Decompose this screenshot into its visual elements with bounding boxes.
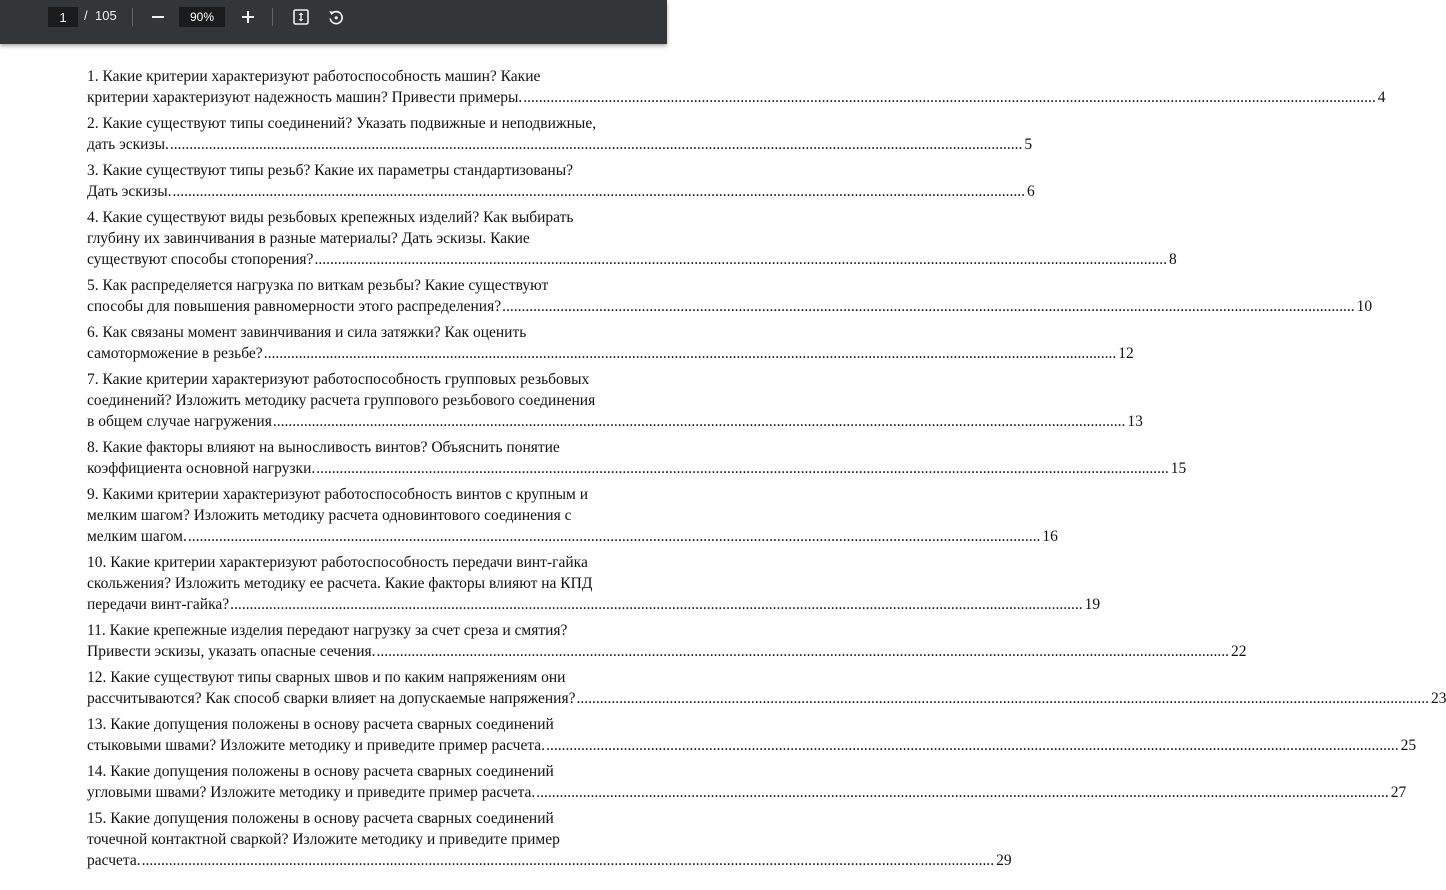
dot-leader: ............................................................................................................................................................................................................................ xyxy=(546,737,1399,754)
toc-entry-line: 10. Какие критерии характеризуют работоспособность передачи винт-гайка xyxy=(87,554,588,571)
toc-page-number: 25 xyxy=(1400,737,1417,754)
rotate-icon xyxy=(327,8,345,26)
toc-entry-text: мелким шагом. xyxy=(87,528,187,545)
toc-entry-line: 8. Какие факторы влияют на выносливость винтов? Объяснить понятие xyxy=(87,439,560,456)
toc-entry[interactable] xyxy=(87,113,1033,155)
toc-entry-text: передачи винт-гайка? xyxy=(87,596,230,613)
toc-page-number: 27 xyxy=(1390,784,1407,801)
toc-entry-line: мелким шагом? Изложить методику расчета одновинтового соединения с xyxy=(87,507,572,524)
toc-page-number: 10 xyxy=(1356,298,1373,315)
toc-entry-text: Привести эскизы, указать опасные сечения. xyxy=(87,643,376,660)
toc-entry[interactable] xyxy=(87,620,1247,662)
toc-page-number: 4 xyxy=(1377,89,1386,106)
toc-entry-text: Дать эскизы. xyxy=(87,183,172,200)
toc-entry-last-line xyxy=(87,296,1373,317)
toc-entry-line: 5. Как распределяется нагрузка по виткам резьбы? Какие существуют xyxy=(87,277,549,294)
toc-entry-line: точечной контактной сваркой? Изложите методику и приведите пример xyxy=(87,831,560,848)
toc-page-number: 29 xyxy=(996,852,1012,869)
toc-page-number: 6 xyxy=(1027,183,1035,200)
toc-entry-line: 6. Как связаны момент завинчивания и сила затяжки? Как оценить xyxy=(87,324,527,341)
toc-page-number: 15 xyxy=(1170,460,1187,477)
toc-entry-text: дать эскизы. xyxy=(87,136,169,153)
toc-entry-text: рассчитываются? Как способ сварки влияет на допускаемые напряжения? xyxy=(87,690,576,707)
zoom-in-button[interactable] xyxy=(235,4,261,30)
toc-entry-text: угловыми швами? Изложите методику и приведите пример расчета. xyxy=(87,784,536,801)
toc-entry[interactable] xyxy=(87,714,1417,756)
dot-leader: ............................................................................................................................................................................................................................ xyxy=(314,251,1167,268)
toc-entry-line: 11. Какие крепежные изделия передают нагрузку за счет среза и смятия? xyxy=(87,622,568,639)
document-page xyxy=(0,44,1446,890)
toc-entry[interactable] xyxy=(87,66,1386,108)
toc-entry-last-line xyxy=(87,411,1143,432)
toc-entry[interactable] xyxy=(87,761,1407,803)
zoom-level-input[interactable]: 90% xyxy=(179,7,225,27)
toc-entry-text: в общем случае нагружения xyxy=(87,413,272,430)
toc-page-number: 12 xyxy=(1118,345,1134,362)
toc-entry-line: 14. Какие допущения положены в основу расчета сварных соединений xyxy=(87,763,554,780)
toc-entry[interactable] xyxy=(87,207,1177,270)
toc-entry-text: самоторможение в резьбе? xyxy=(87,345,263,362)
dot-leader: ............................................................................................................................................................................................................................ xyxy=(576,690,1429,707)
toc-entry-last-line xyxy=(87,526,1058,547)
dot-leader: ............................................................................................................................................................................................................................ xyxy=(187,528,1041,545)
dot-leader: ............................................................................................................................................................................................................................ xyxy=(272,413,1126,430)
toc-entry-line: 3. Какие существуют типы резьб? Какие их параметры стандартизованы? xyxy=(87,162,574,179)
toc-entry-line: 2. Какие существуют типы соединений? Указать подвижные и неподвижные, xyxy=(87,115,597,132)
total-pages: 105 xyxy=(95,8,117,23)
zoom-out-icon xyxy=(151,10,165,24)
toc-entry[interactable] xyxy=(87,667,1446,709)
toc-entry-line: 15. Какие допущения положены в основу расчета сварных соединений xyxy=(87,810,554,827)
toc-entry-line: 1. Какие критерии характеризуют работоспособность машин? Какие xyxy=(87,68,541,85)
dot-leader: ............................................................................................................................................................................................................................ xyxy=(169,136,1023,153)
toc-entry-text: стыковыми швами? Изложите методику и приведите пример расчета. xyxy=(87,737,546,754)
toc-entry-text: критерии характеризуют надежность машин? Привести примеры. xyxy=(87,89,523,106)
zoom-in-icon xyxy=(241,10,255,24)
toc-entry-last-line xyxy=(87,343,1134,364)
dot-leader: ............................................................................................................................................................................................................................ xyxy=(536,784,1389,801)
fit-page-icon xyxy=(292,8,310,26)
toc-entry-line: 9. Какими критерии характеризуют работоспособность винтов с крупным и xyxy=(87,486,589,503)
toc-entry-last-line xyxy=(87,458,1187,479)
toolbar-divider xyxy=(132,8,133,26)
toc-entry[interactable] xyxy=(87,437,1187,479)
dot-leader: ............................................................................................................................................................................................................................ xyxy=(376,643,1230,660)
dot-leader: ............................................................................................................................................................................................................................ xyxy=(141,852,995,869)
dot-leader: ............................................................................................................................................................................................................................ xyxy=(502,298,1355,315)
toc-page-number: 22 xyxy=(1231,643,1247,660)
toc-entry-line: 13. Какие допущения положены в основу расчета сварных соединений xyxy=(87,716,554,733)
toolbar-divider xyxy=(272,8,273,26)
toc-entry-line: соединений? Изложить методику расчета группового резьбового соединения xyxy=(87,392,596,409)
toc-entry-last-line xyxy=(87,87,1386,108)
toc-entry[interactable] xyxy=(87,275,1373,317)
toc-entry[interactable] xyxy=(87,369,1143,432)
toc-entry-last-line xyxy=(87,181,1035,202)
toc-entry-line: глубину их завинчивания в разные материалы? Дать эскизы. Какие xyxy=(87,230,530,247)
toc-entry-last-line xyxy=(87,641,1247,662)
toc-entry-last-line xyxy=(87,688,1446,709)
zoom-out-button[interactable] xyxy=(145,4,171,30)
toc-page-number: 8 xyxy=(1168,251,1177,268)
toc-entry-line: скольжения? Изложить методику ее расчета. Какие факторы влияют на КПД xyxy=(87,575,593,592)
toc-entry-text: способы для повышения равномерности этого распределения? xyxy=(87,298,502,315)
toc-page-number: 23 xyxy=(1430,690,1446,707)
toc-entry-line: 7. Какие критерии характеризуют работоспособность групповых резьбовых xyxy=(87,371,590,388)
rotate-button[interactable] xyxy=(323,4,349,30)
toc-entry-last-line xyxy=(87,134,1033,155)
dot-leader: ............................................................................................................................................................................................................................ xyxy=(263,345,1117,362)
toc-page-number: 5 xyxy=(1024,136,1033,153)
toc-entry-last-line xyxy=(87,249,1177,270)
toc-entry-last-line xyxy=(87,594,1101,615)
toc-entry-text: расчета. xyxy=(87,852,141,869)
page-separator: / xyxy=(84,8,88,23)
toc-entry-last-line xyxy=(87,782,1407,803)
page-number-input[interactable] xyxy=(48,7,78,27)
toc-entry-text: существуют способы стопорения? xyxy=(87,251,314,268)
toc-entry-last-line xyxy=(87,735,1417,756)
toc-entry[interactable] xyxy=(87,484,1058,547)
dot-leader: ............................................................................................................................................................................................................................ xyxy=(230,596,1083,613)
toc-entry[interactable] xyxy=(87,160,1035,202)
toc-entry-last-line xyxy=(87,850,1012,871)
dot-leader: ............................................................................................................................................................................................................................ xyxy=(316,460,1169,477)
toc-entry[interactable] xyxy=(87,322,1134,364)
toc-entry-text: коэффициента основной нагрузки. xyxy=(87,460,316,477)
toc-entry[interactable] xyxy=(87,808,1012,871)
pdf-toolbar xyxy=(0,0,667,44)
toc-page-number: 19 xyxy=(1084,596,1101,613)
toc-entry-line: 12. Какие существуют типы сварных швов и по каким напряжениям они xyxy=(87,669,566,686)
toc-page-number: 16 xyxy=(1042,528,1058,545)
dot-leader: ............................................................................................................................................................................................................................ xyxy=(523,89,1376,106)
dot-leader: ............................................................................................................................................................................................................................ xyxy=(172,183,1026,200)
fit-page-button[interactable] xyxy=(288,4,314,30)
table-of-contents xyxy=(87,66,1446,876)
toc-entry[interactable] xyxy=(87,552,1101,615)
toc-page-number: 13 xyxy=(1127,413,1143,430)
toc-entry-line: 4. Какие существуют виды резьбовых крепежных изделий? Как выбирать xyxy=(87,209,574,226)
